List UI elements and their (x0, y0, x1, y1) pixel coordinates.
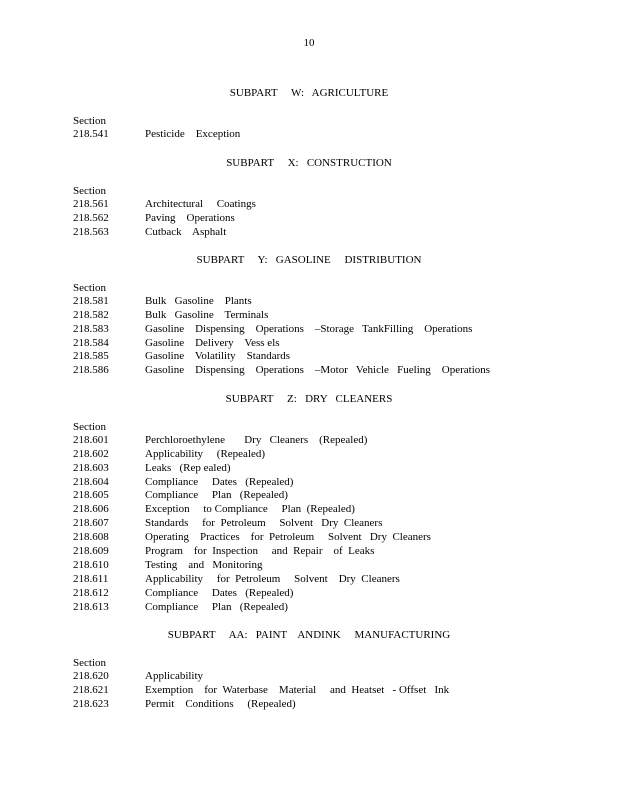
section-number: 218.611 (73, 573, 109, 585)
section-label: Section (73, 115, 106, 127)
section-title: Gasoline Volatility Standards (145, 350, 291, 362)
section-title: Compliance Dates (Repealed) (145, 476, 294, 488)
table-row (0, 489, 618, 503)
section-title: Perchloroethylene Dry Cleaners (Repealed) (145, 434, 368, 446)
table-row (0, 448, 618, 462)
subpart-aa-heading: SUBPART AA: PAINT ANDINK MANUFACTURING (167, 629, 451, 641)
section-number: 218.604 (73, 476, 109, 488)
section-number: 218.606 (73, 503, 109, 515)
section-number: 218.601 (73, 434, 109, 446)
section-number: 218.602 (73, 448, 109, 460)
table-row (0, 573, 618, 587)
section-number: 218.563 (73, 226, 109, 238)
section-number: 218.610 (73, 559, 109, 571)
section-title: Bulk Gasoline Terminals (145, 309, 269, 321)
section-title: Compliance Plan (Repealed) (145, 489, 288, 501)
table-row (0, 670, 618, 684)
section-title: Testing and Monitoring (145, 559, 263, 571)
section-number: 218.585 (73, 350, 109, 362)
table-row (0, 295, 618, 309)
section-title: Standards for Petroleum Solvent Dry Cleaners (145, 517, 383, 529)
section-title: Gasoline Dispensing Operations –Storage TankFilling Operations (145, 323, 473, 335)
section-title: Applicability for Petroleum Solvent Dry Cleaners (145, 573, 400, 585)
table-row (0, 517, 618, 531)
section-title: Leaks (Rep ealed) (145, 462, 231, 474)
section-title: Operating Practices for Petroleum Solvent Dry Cleaners (145, 531, 431, 543)
table-row (0, 212, 618, 226)
section-title: Architectural Coatings (145, 198, 256, 210)
section-number: 218.607 (73, 517, 109, 529)
section-label: Section (73, 421, 106, 433)
section-number: 218.621 (73, 684, 109, 696)
section-number: 218.623 (73, 698, 109, 710)
table-row (0, 128, 618, 142)
table-row (0, 434, 618, 448)
subpart-z-heading: SUBPART Z: DRY CLEANERS (225, 393, 393, 405)
section-title: Cutback Asphalt (145, 226, 227, 238)
section-title: Program for Inspection and Repair of Leaks (145, 545, 375, 557)
table-row (0, 309, 618, 323)
section-title: Applicability (145, 670, 204, 682)
section-number: 218.613 (73, 601, 109, 613)
section-number: 218.603 (73, 462, 109, 474)
section-number: 218.608 (73, 531, 109, 543)
section-number: 218.584 (73, 337, 109, 349)
subpart-y-heading: SUBPART Y: GASOLINE DISTRIBUTION (196, 254, 422, 266)
section-title: Exception to Compliance Plan (Repealed) (145, 503, 355, 515)
section-number: 218.612 (73, 587, 109, 599)
table-row (0, 601, 618, 615)
subpart-w-heading: SUBPART W: AGRICULTURE (229, 87, 389, 99)
table-row (0, 364, 618, 378)
table-row (0, 337, 618, 351)
table-row (0, 350, 618, 364)
table-row (0, 503, 618, 517)
subpart-x-heading: SUBPART X: CONSTRUCTION (226, 157, 392, 169)
section-number: 218.561 (73, 198, 109, 210)
section-label: Section (73, 282, 106, 294)
table-row (0, 323, 618, 337)
section-number: 218.609 (73, 545, 109, 557)
table-row (0, 226, 618, 240)
table-row (0, 684, 618, 698)
section-title: Gasoline Dispensing Operations –Motor Vehicle Fueling Operations (145, 364, 491, 376)
table-row (0, 698, 618, 712)
table-row (0, 559, 618, 573)
section-label: Section (73, 657, 106, 669)
section-title: Exemption for Waterbase Material and Heatset - Offset Ink (145, 684, 450, 696)
table-row (0, 587, 618, 601)
table-row (0, 531, 618, 545)
section-number: 218.582 (73, 309, 109, 321)
section-number: 218.586 (73, 364, 109, 376)
page-number: 10 (303, 37, 315, 49)
section-label: Section (73, 185, 106, 197)
section-number: 218.620 (73, 670, 109, 682)
table-row (0, 476, 618, 490)
section-title: Applicability (Repealed) (145, 448, 266, 460)
table-row (0, 462, 618, 476)
section-number: 218.581 (73, 295, 109, 307)
section-title: Pesticide Exception (145, 128, 241, 140)
section-title: Bulk Gasoline Plants (145, 295, 252, 307)
section-number: 218.583 (73, 323, 109, 335)
section-number: 218.605 (73, 489, 109, 501)
section-number: 218.562 (73, 212, 109, 224)
section-title: Compliance Dates (Repealed) (145, 587, 294, 599)
section-number: 218.541 (73, 128, 109, 140)
section-title: Gasoline Delivery Vess els (145, 337, 280, 349)
table-row (0, 198, 618, 212)
section-title: Compliance Plan (Repealed) (145, 601, 288, 613)
table-row (0, 545, 618, 559)
section-title: Permit Conditions (Repealed) (145, 698, 296, 710)
section-title: Paving Operations (145, 212, 235, 224)
